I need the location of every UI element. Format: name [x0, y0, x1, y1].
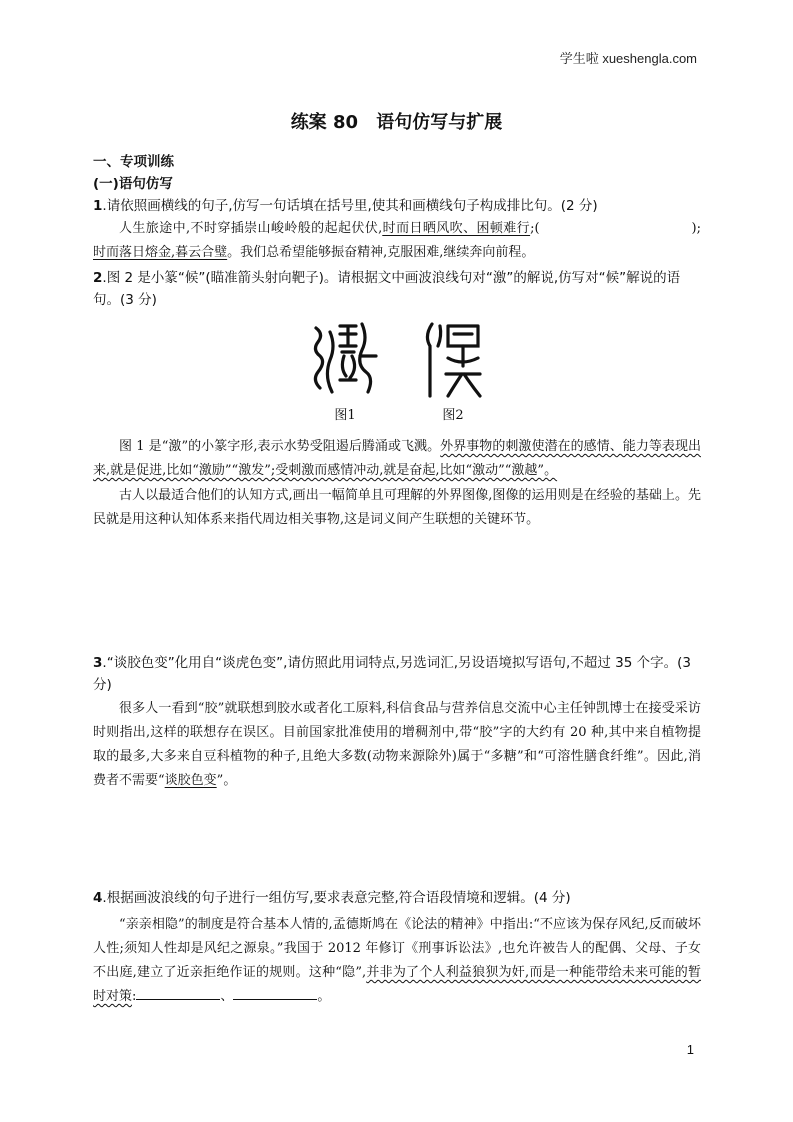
passage-text: );	[691, 221, 701, 236]
passage-text: ”。	[216, 773, 237, 788]
question-4-prompt	[93, 887, 701, 909]
seal-character-ji-image	[310, 316, 380, 400]
page-number: 1	[686, 1042, 694, 1057]
passage-text: “亲亲相隐”的制度是符合基本人情的,孟德斯鸠在《论法的精神》中指出:“不应该为保存风纪,反而破坏人性;须知人性却是风纪之源泉。”我国于 2012 年修订《刑事诉讼法》,也允许被告人的配偶、父母、子女不出庭,建立了近亲拒绝作证的规则。这种“隐”,	[93, 917, 701, 980]
page-title	[0, 108, 793, 134]
prompt-text: .“谈胶色变”化用自“谈虎色变”,请仿照此用词特点,另选词汇,另设语境拟写语句,不超过 35 个字。(3 分)	[93, 655, 691, 693]
lesson-name: 语句仿写与扩展	[376, 112, 503, 133]
question-2-passage-2: 古人以最适合他们的认知方式,画出一幅简单且可理解的外界图像,图像的运用则是在经验的基础上。先民就是用这种认知体系来指代周边相关事物,这是词义间产生联想的关键环节。	[93, 488, 701, 527]
site-watermark: 学生啦 xueshengla.com	[559, 51, 697, 66]
prompt-text: .请依照画横线的句子,仿写一句话填在括号里,使其和画横线句子构成排比句。(2 分)	[102, 198, 598, 214]
passage-text: 人生旅途中,不时穿插崇山峻岭般的起起伏伏,	[119, 221, 383, 236]
passage-text: 。	[317, 989, 331, 1004]
passage-text: ;(	[530, 221, 540, 236]
seal-character-hou-image	[418, 316, 488, 400]
underlined-sentence: 时而日晒风吹、困顿难行	[382, 221, 531, 236]
question-number: 4	[93, 890, 103, 906]
passage-text: 、	[220, 989, 234, 1004]
question-1-passage	[93, 217, 701, 265]
section-heading: 一、专项训练	[93, 154, 174, 170]
passage-text: :	[132, 989, 137, 1004]
seal-script-figures	[310, 316, 490, 426]
question-2-prompt	[93, 267, 701, 311]
question-number: 3	[93, 655, 103, 671]
question-number: 2	[93, 270, 103, 286]
prompt-text: .图 2 是小篆“候”(瞄准箭头射向靶子)。请根据文中画波浪线句对“激”的解说,仿写对“候”解说的语句。(3 分)	[93, 270, 681, 308]
underlined-sentence: 时而落日熔金,暮云合璧	[93, 245, 228, 260]
answer-blank-1[interactable]	[136, 985, 220, 1000]
question-2-passage-1	[93, 435, 701, 483]
passage-text: 图 1 是“激”的小篆字形,表示水势受阻遏后腾涌或飞溅。	[119, 439, 441, 454]
question-number: 1	[93, 198, 103, 214]
underlined-phrase: 谈胶色变	[164, 773, 217, 788]
question-3-prompt	[93, 652, 701, 696]
figure-2	[418, 316, 488, 423]
passage-text: 很多人一看到“胶”就联想到胶水或者化工原料,科信食品与营养信息交流中心主任钟凯博士在接受采访时则指出,这样的联想存在误区。目前国家批准使用的增稠剂中,带“胶”字的大约有 20 种,其中来自植物提取的最多,大多来自豆科植物的种子,且绝大多数(动物来源除外)属于“多糖”和“可溶性膳食纤维”。因此,消费者不需要“	[93, 701, 701, 788]
figure-1	[310, 316, 380, 423]
passage-text: 。我们总希望能够振奋精神,克服困难,继续奔向前程。	[227, 245, 535, 260]
question-4-passage	[93, 913, 701, 1009]
wavy-underlined-sentence: 外界事物的刺激使潜在的感情、能力等表现出来,就是促进,比如“激励”“激发”;受刺激而感情冲动,就是奋起,比如“激动”“激越”。	[93, 439, 701, 478]
figure-2-caption: 图2	[442, 408, 464, 423]
question-3-passage	[93, 697, 701, 793]
answer-blank-2[interactable]	[233, 985, 317, 1000]
question-1-prompt	[93, 195, 701, 217]
wavy-underlined-sentence: 并非为了个人利益狼狈为奸,而是一种能带给未来可能的暂时对策	[93, 965, 702, 1004]
prompt-text: .根据画波浪线的句子进行一组仿写,要求表意完整,符合语段情境和逻辑。(4 分)	[102, 890, 571, 906]
subsection-heading: (一)语句仿写	[93, 176, 173, 192]
figure-1-caption: 图1	[334, 408, 356, 423]
lesson-number: 练案 80	[290, 112, 359, 133]
